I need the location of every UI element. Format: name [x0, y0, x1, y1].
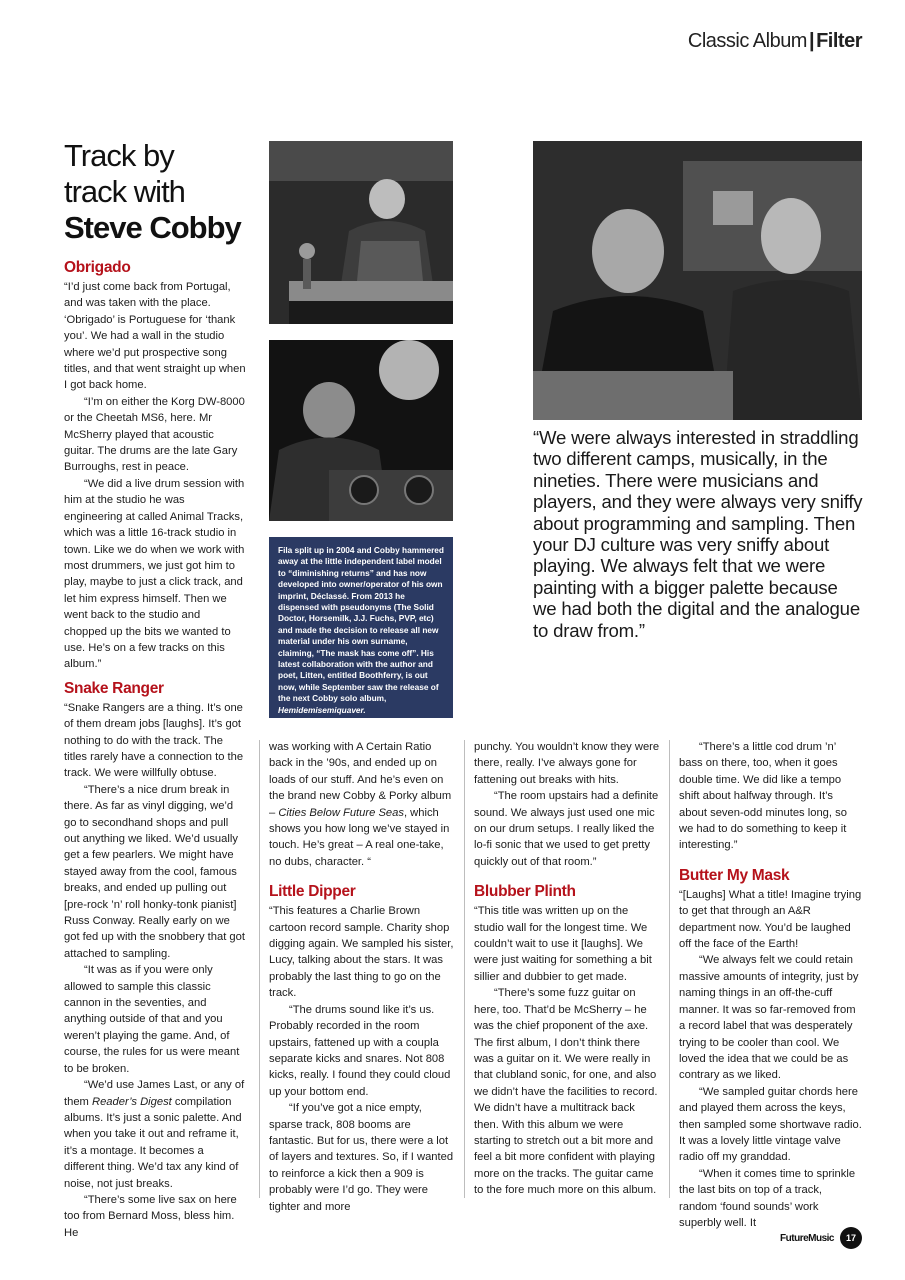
paragraph: “The room upstairs had a definite sound. We always just used one mic on our drum setups. I really liked the lo-fi sonic that we used to get pretty quickly out of that room.” — [474, 790, 659, 868]
dj-at-decks-photo — [269, 340, 453, 521]
album-title: Cities Below Future Seas — [278, 806, 404, 819]
track-heading-little-dipper: Little Dipper — [269, 883, 356, 901]
stage-performance-photo — [269, 141, 453, 324]
paragraph: “I’d just come back from Portugal, and was taken with the place. ‘Obrigado’ is Portuguese for ‘thank you’. We had a wall in the studio where we’d put prospective song titles, and that went straight up when I got back home. — [64, 281, 246, 392]
header-separator: | — [808, 30, 815, 52]
track-heading-snake-ranger: Snake Ranger — [64, 679, 164, 697]
paragraph-text: , which shows you how long we’ve stayed in touch. He’s great – A real one-take, no dubs, character. “ — [269, 806, 450, 868]
article-column-3 — [474, 739, 660, 1199]
paragraph-text: was working with A Certain Ratio back in the ’90s, and ended up on loads of our stuff. And he’s even on the brand new Cobby & Porky album – — [269, 741, 452, 819]
page-footer — [780, 1227, 862, 1249]
paragraph-text: “We’d use James Last, or any of them — [64, 1079, 245, 1108]
track-heading-blubber-plinth: Blubber Plinth — [474, 883, 576, 901]
paragraph: “It was as if you were only allowed to sample this classic cannon in the seventies, and anything outside of that and you weren’t playing the game. And, of course, the rules for us were meant to be broken. — [64, 964, 240, 1075]
paragraph: “There’s a little cod drum ’n’ bass on there, too, when it goes double time. We did like a tempo shift about halfway through. It’s about seven-odd minutes long, so we had to do something to keep it interesting.” — [679, 741, 847, 852]
article-column-4 — [679, 739, 862, 1231]
paragraph: “If you’ve got a nice empty, sparse track, 808 booms are fantastic. But for us, there were a lot of layers and textures. So, if I wanted to reinforce a kick then a 909 is probably were I’d go. They were tighter and more — [269, 1102, 454, 1213]
paragraph: “This title was written up on the studio wall for the longest time. We couldn’t wait to use it [laughs]. We were just waiting for something a bit sillier and dubbier to get made. — [474, 905, 652, 983]
column-divider — [259, 740, 260, 1198]
track-heading-butter-my-mask: Butter My Mask — [679, 866, 790, 884]
page-number: 17 — [840, 1227, 862, 1249]
paragraph: “We always felt we could retain massive amounts of integrity, just by naming things in an off-the-cuff manner. It was so far-removed from a record label that was desperately trying to be cooler than cool. We loved the idea that we could be as contrary as we liked. — [679, 954, 859, 1082]
paragraph: “When it comes time to sprinkle the last bits on top of a track, random ‘found sounds’ work superbly well. It — [679, 1167, 856, 1229]
column-divider — [464, 740, 465, 1198]
caption-text: Fila split up in 2004 and Cobby hammered away at the little independent label model to “diminishing returns” and has now developed into owner/operator of his own imprint, Déclassé. From 2013 he dispensed with pseudonyms (The Solid Doctor, Horsemilk, J.J. Fuchs, PVP, etc) and made the decision to release all new material under his own surname, claiming, “The mask has come off”. His latest collaboration with the author and poet, Litten, entitled Boothferry, is out now, while September saw the release of the next Cobby solo album, — [278, 545, 444, 704]
article-headline — [64, 138, 264, 246]
publication-title: Reader’s Digest — [91, 1095, 172, 1108]
headline-line-2: track with — [64, 174, 185, 209]
track-heading-obrigado: Obrigado — [64, 259, 131, 276]
paragraph: “[Laughs] What a title! Imagine trying to get that through an A&R department now. You’d be laughed off the face of the Earth! — [679, 888, 862, 951]
pull-quote: “We were always interested in straddling two different camps, musically, in the nineties. There were musicians and players, and they were always very sniffy about programming and sampling. Then your DJ culture was very sniffy about playing. We always felt that we were painting with a bigger palette because we had both the digital and the analogue to draw from.” — [533, 427, 863, 641]
caption-album-title: Hemidemisemiquaver. — [278, 704, 366, 715]
column-divider — [669, 740, 670, 1198]
paragraph-text: compilation albums. It’s just a sonic palette. And when you take it out and reframe it, it’s a montage. It becomes a different thing. We’d tax any kind of noise, not just breaks. — [64, 1095, 242, 1190]
paragraph — [269, 739, 454, 870]
paragraph: “This features a Charlie Brown cartoon record sample. Charity shop digging again. We sampled his sister, Lucy, talking about the stars. It was probably the last thing to go on the track. — [269, 905, 454, 1000]
photo-caption-box — [269, 537, 453, 718]
section-name: Classic Album — [687, 30, 807, 52]
paragraph: “We did a live drum session with him at the studio he was engineering at called Animal Tracks, which was a little 16-track studio in town. Like we do when we work with most drummers, we just got him to play, maybe to just a click track, and let him express himself. Then we went back to the studio and chopped up the bits we wanted to use. He’s on a few tracks on this album.” — [64, 477, 245, 671]
section-header — [688, 30, 862, 53]
paragraph: “There’s a nice drum break in there. As far as vinyl digging, we’d go to secondhand shops and pull out anything we liked. We’d usually get a few pearlers. We might have stayed away from the cool, famous breaks, and ended up pulling out [pre-rock ’n’ roll honky-tonk pianist] Russ Conway. Really early on we got fed up with the snobbery that got attached to sampling. — [64, 783, 245, 960]
paragraph: “I’m on either the Korg DW-8000 or the Cheetah MS6, here. Mr McSherry played that acoustic guitar. The drums are the late Gary Burroughs, rest in peace. — [64, 395, 245, 474]
paragraph: “There’s some fuzz guitar on here, too. That’d be McSherry – he was the chief proponent of the axe. The first album, I don’t think there was a guitar on it. We were really in that clubland sonic, for one, and also we didn’t have the facilities to record. We didn’t have a multitrack back then. With this album we were starting to stretch out a bit more and feel a bit more confident with playing more on the tracks. The guitar came to the fore much more on this album. — [474, 987, 658, 1197]
paragraph: “We sampled guitar chords here and played them across the keys, then sampled some shortwave radio. It was a lovely little vintage valve radio off my granddad. — [679, 1085, 862, 1164]
paragraph: punchy. You wouldn’t know they were there, really. I’ve always gone for fattening out breaks with hits. — [474, 741, 660, 786]
paragraph: “The drums sound like it’s us. Probably recorded in the room upstairs, fattened up with a coupla separate kicks and snares. Not 808 kicks, really. I found they could cloud up your bottom end. — [269, 1003, 451, 1098]
paragraph — [64, 1077, 246, 1192]
headline-name: Steve Cobby — [64, 210, 241, 245]
paragraph: “Snake Rangers are a thing. It’s one of them dream jobs [laughs]. It’s got nothing to do with the track. The titles rarely have a connection to the track. We were willfully obtuse. — [64, 701, 244, 780]
magazine-brand: FutureMusic — [780, 1232, 834, 1244]
section-label: Filter — [816, 30, 862, 52]
studio-duo-photo — [533, 141, 862, 420]
article-column-1 — [64, 258, 246, 1241]
headline-line-1: Track by — [64, 138, 174, 173]
article-column-2 — [269, 739, 454, 1215]
paragraph: “There’s some live sax on here too from Bernard Moss, bless him. He — [64, 1193, 237, 1239]
